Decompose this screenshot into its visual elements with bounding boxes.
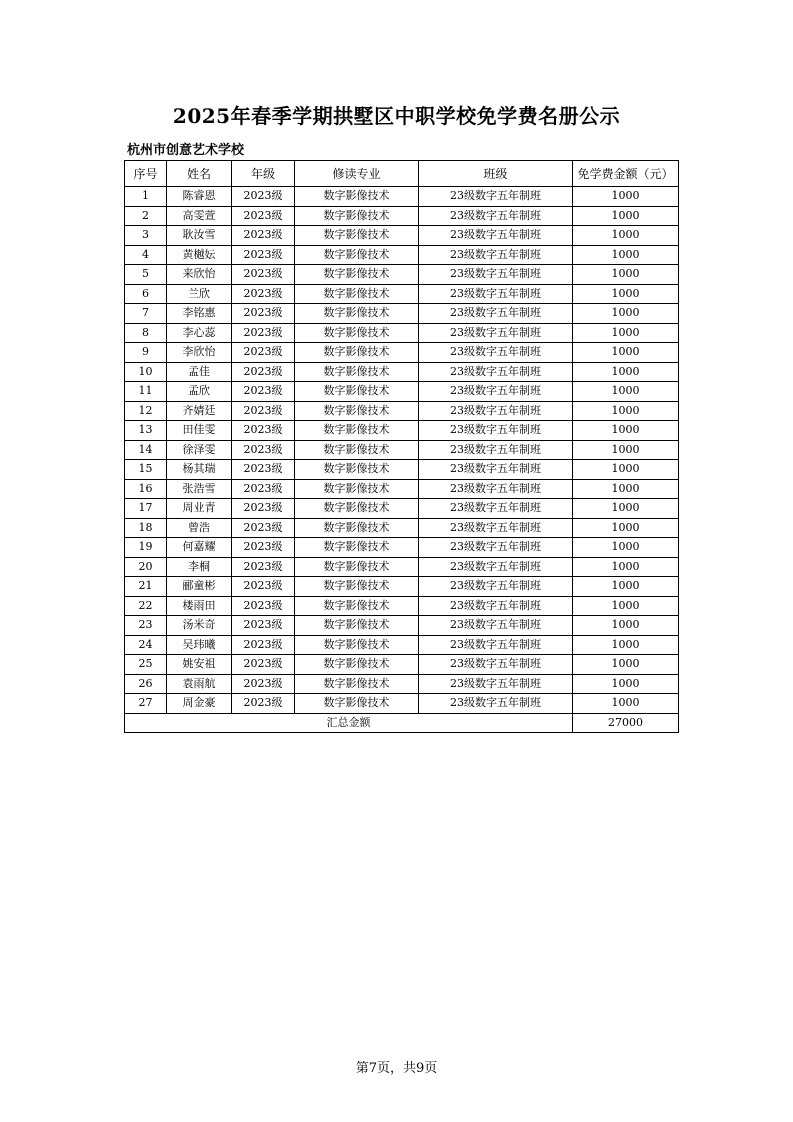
total-label: 汇总金额 [125, 713, 573, 733]
student-name-cell: 袁雨航 [167, 674, 232, 694]
waiver-amount-cell: 1000 [573, 401, 679, 421]
grade-cell: 2023级 [232, 635, 295, 655]
table-row [125, 616, 679, 636]
grade-cell: 2023级 [232, 265, 295, 285]
student-name-cell: 郦童彬 [167, 577, 232, 597]
class-name-cell: 23级数字五年制班 [419, 382, 573, 402]
table-row [125, 694, 679, 714]
class-name-cell: 23级数字五年制班 [419, 362, 573, 382]
major-cell: 数字影像技术 [295, 362, 419, 382]
class-name-cell: 23级数字五年制班 [419, 226, 573, 246]
student-name-cell: 吴玮曦 [167, 635, 232, 655]
table-row [125, 479, 679, 499]
row-index-cell: 14 [125, 440, 167, 460]
student-name-cell: 齐婧廷 [167, 401, 232, 421]
student-name-cell: 楼雨田 [167, 596, 232, 616]
waiver-amount-cell: 1000 [573, 694, 679, 714]
header-class: 班级 [419, 161, 573, 187]
row-index-cell: 19 [125, 538, 167, 558]
waiver-amount-cell: 1000 [573, 479, 679, 499]
table-row [125, 226, 679, 246]
row-index-cell: 27 [125, 694, 167, 714]
student-name-cell: 张浩雪 [167, 479, 232, 499]
student-name-cell: 汤米奇 [167, 616, 232, 636]
waiver-amount-cell: 1000 [573, 284, 679, 304]
school-name: 杭州市创意艺术学校 [127, 143, 245, 158]
student-name-cell: 兰欣 [167, 284, 232, 304]
grade-cell: 2023级 [232, 460, 295, 480]
major-cell: 数字影像技术 [295, 616, 419, 636]
waiver-amount-cell: 1000 [573, 635, 679, 655]
class-name-cell: 23级数字五年制班 [419, 616, 573, 636]
class-name-cell: 23级数字五年制班 [419, 674, 573, 694]
table-row [125, 304, 679, 324]
major-cell: 数字影像技术 [295, 401, 419, 421]
grade-cell: 2023级 [232, 284, 295, 304]
student-name-cell: 周业青 [167, 499, 232, 519]
row-index-cell: 7 [125, 304, 167, 324]
tuition-waiver-table [124, 160, 679, 733]
grade-cell: 2023级 [232, 304, 295, 324]
table-row [125, 460, 679, 480]
major-cell: 数字影像技术 [295, 206, 419, 226]
grade-cell: 2023级 [232, 401, 295, 421]
class-name-cell: 23级数字五年制班 [419, 596, 573, 616]
grade-cell: 2023级 [232, 596, 295, 616]
waiver-amount-cell: 1000 [573, 343, 679, 363]
grade-cell: 2023级 [232, 616, 295, 636]
class-name-cell: 23级数字五年制班 [419, 557, 573, 577]
table-body [125, 187, 679, 714]
grade-cell: 2023级 [232, 499, 295, 519]
waiver-amount-cell: 1000 [573, 304, 679, 324]
table-header-row [125, 161, 679, 187]
row-index-cell: 18 [125, 518, 167, 538]
major-cell: 数字影像技术 [295, 557, 419, 577]
class-name-cell: 23级数字五年制班 [419, 421, 573, 441]
waiver-amount-cell: 1000 [573, 616, 679, 636]
row-index-cell: 10 [125, 362, 167, 382]
row-index-cell: 16 [125, 479, 167, 499]
grade-cell: 2023级 [232, 206, 295, 226]
table-row [125, 499, 679, 519]
table-row [125, 401, 679, 421]
student-name-cell: 耿汝雪 [167, 226, 232, 246]
major-cell: 数字影像技术 [295, 635, 419, 655]
page-number: 第7页，共9页 [355, 1061, 438, 1076]
major-cell: 数字影像技术 [295, 382, 419, 402]
table-row [125, 518, 679, 538]
waiver-amount-cell: 1000 [573, 674, 679, 694]
table-row [125, 538, 679, 558]
grade-cell: 2023级 [232, 518, 295, 538]
grade-cell: 2023级 [232, 479, 295, 499]
waiver-amount-cell: 1000 [573, 382, 679, 402]
major-cell: 数字影像技术 [295, 538, 419, 558]
student-name-cell: 周金豪 [167, 694, 232, 714]
student-name-cell: 何嘉耀 [167, 538, 232, 558]
class-name-cell: 23级数字五年制班 [419, 206, 573, 226]
class-name-cell: 23级数字五年制班 [419, 479, 573, 499]
student-name-cell: 杨其瑞 [167, 460, 232, 480]
grade-cell: 2023级 [232, 440, 295, 460]
student-name-cell: 李欣怡 [167, 343, 232, 363]
row-index-cell: 25 [125, 655, 167, 675]
major-cell: 数字影像技术 [295, 518, 419, 538]
row-index-cell: 11 [125, 382, 167, 402]
major-cell: 数字影像技术 [295, 226, 419, 246]
row-index-cell: 13 [125, 421, 167, 441]
waiver-amount-cell: 1000 [573, 206, 679, 226]
waiver-amount-cell: 1000 [573, 421, 679, 441]
waiver-amount-cell: 1000 [573, 323, 679, 343]
row-index-cell: 12 [125, 401, 167, 421]
table-row [125, 323, 679, 343]
class-name-cell: 23级数字五年制班 [419, 460, 573, 480]
grade-cell: 2023级 [232, 694, 295, 714]
major-cell: 数字影像技术 [295, 323, 419, 343]
class-name-cell: 23级数字五年制班 [419, 304, 573, 324]
header-major: 修读专业 [295, 161, 419, 187]
waiver-amount-cell: 1000 [573, 499, 679, 519]
class-name-cell: 23级数字五年制班 [419, 343, 573, 363]
major-cell: 数字影像技术 [295, 421, 419, 441]
grade-cell: 2023级 [232, 557, 295, 577]
document-title: 2025年春季学期拱墅区中职学校免学费名册公示 [172, 104, 621, 128]
grade-cell: 2023级 [232, 421, 295, 441]
class-name-cell: 23级数字五年制班 [419, 655, 573, 675]
table-row [125, 265, 679, 285]
row-index-cell: 4 [125, 245, 167, 265]
student-name-cell: 徐泽雯 [167, 440, 232, 460]
row-index-cell: 21 [125, 577, 167, 597]
student-name-cell: 田佳雯 [167, 421, 232, 441]
table-row [125, 596, 679, 616]
row-index-cell: 23 [125, 616, 167, 636]
waiver-amount-cell: 1000 [573, 187, 679, 207]
waiver-amount-cell: 1000 [573, 596, 679, 616]
major-cell: 数字影像技术 [295, 499, 419, 519]
grade-cell: 2023级 [232, 577, 295, 597]
total-value: 27000 [573, 713, 679, 733]
major-cell: 数字影像技术 [295, 694, 419, 714]
student-name-cell: 陈睿恩 [167, 187, 232, 207]
header-amount: 免学费金额（元） [573, 161, 679, 187]
row-index-cell: 3 [125, 226, 167, 246]
table-row [125, 635, 679, 655]
grade-cell: 2023级 [232, 538, 295, 558]
row-index-cell: 6 [125, 284, 167, 304]
table-row [125, 187, 679, 207]
major-cell: 数字影像技术 [295, 577, 419, 597]
student-name-cell: 孟欣 [167, 382, 232, 402]
student-name-cell: 李铭惠 [167, 304, 232, 324]
table-row [125, 440, 679, 460]
grade-cell: 2023级 [232, 655, 295, 675]
row-index-cell: 2 [125, 206, 167, 226]
row-index-cell: 9 [125, 343, 167, 363]
major-cell: 数字影像技术 [295, 304, 419, 324]
grade-cell: 2023级 [232, 323, 295, 343]
header-grade: 年级 [232, 161, 295, 187]
major-cell: 数字影像技术 [295, 440, 419, 460]
table-row [125, 362, 679, 382]
table-row [125, 245, 679, 265]
student-name-cell: 孟佳 [167, 362, 232, 382]
class-name-cell: 23级数字五年制班 [419, 245, 573, 265]
student-name-cell: 曾浩 [167, 518, 232, 538]
class-name-cell: 23级数字五年制班 [419, 187, 573, 207]
major-cell: 数字影像技术 [295, 343, 419, 363]
class-name-cell: 23级数字五年制班 [419, 265, 573, 285]
waiver-amount-cell: 1000 [573, 440, 679, 460]
waiver-amount-cell: 1000 [573, 265, 679, 285]
table-row [125, 655, 679, 675]
class-name-cell: 23级数字五年制班 [419, 284, 573, 304]
table-row [125, 674, 679, 694]
major-cell: 数字影像技术 [295, 655, 419, 675]
student-name-cell: 来欣怡 [167, 265, 232, 285]
waiver-amount-cell: 1000 [573, 557, 679, 577]
row-index-cell: 5 [125, 265, 167, 285]
major-cell: 数字影像技术 [295, 479, 419, 499]
table-row [125, 557, 679, 577]
waiver-amount-cell: 1000 [573, 538, 679, 558]
header-name: 姓名 [167, 161, 232, 187]
row-index-cell: 17 [125, 499, 167, 519]
waiver-amount-cell: 1000 [573, 226, 679, 246]
row-index-cell: 8 [125, 323, 167, 343]
waiver-amount-cell: 1000 [573, 655, 679, 675]
major-cell: 数字影像技术 [295, 460, 419, 480]
total-row [125, 713, 679, 733]
grade-cell: 2023级 [232, 362, 295, 382]
class-name-cell: 23级数字五年制班 [419, 694, 573, 714]
waiver-amount-cell: 1000 [573, 460, 679, 480]
table-row [125, 421, 679, 441]
class-name-cell: 23级数字五年制班 [419, 323, 573, 343]
major-cell: 数字影像技术 [295, 245, 419, 265]
class-name-cell: 23级数字五年制班 [419, 518, 573, 538]
grade-cell: 2023级 [232, 343, 295, 363]
student-name-cell: 高雯萱 [167, 206, 232, 226]
row-index-cell: 26 [125, 674, 167, 694]
class-name-cell: 23级数字五年制班 [419, 635, 573, 655]
major-cell: 数字影像技术 [295, 596, 419, 616]
grade-cell: 2023级 [232, 674, 295, 694]
row-index-cell: 24 [125, 635, 167, 655]
row-index-cell: 15 [125, 460, 167, 480]
header-index: 序号 [125, 161, 167, 187]
class-name-cell: 23级数字五年制班 [419, 440, 573, 460]
row-index-cell: 20 [125, 557, 167, 577]
table-row [125, 284, 679, 304]
student-name-cell: 姚安祖 [167, 655, 232, 675]
major-cell: 数字影像技术 [295, 674, 419, 694]
major-cell: 数字影像技术 [295, 284, 419, 304]
class-name-cell: 23级数字五年制班 [419, 401, 573, 421]
student-name-cell: 李桐 [167, 557, 232, 577]
grade-cell: 2023级 [232, 382, 295, 402]
waiver-amount-cell: 1000 [573, 362, 679, 382]
row-index-cell: 1 [125, 187, 167, 207]
major-cell: 数字影像技术 [295, 187, 419, 207]
waiver-amount-cell: 1000 [573, 245, 679, 265]
major-cell: 数字影像技术 [295, 265, 419, 285]
student-name-cell: 黄樾妘 [167, 245, 232, 265]
table-row [125, 206, 679, 226]
student-name-cell: 李心蕊 [167, 323, 232, 343]
class-name-cell: 23级数字五年制班 [419, 577, 573, 597]
table-row [125, 577, 679, 597]
class-name-cell: 23级数字五年制班 [419, 538, 573, 558]
waiver-amount-cell: 1000 [573, 577, 679, 597]
grade-cell: 2023级 [232, 187, 295, 207]
row-index-cell: 22 [125, 596, 167, 616]
class-name-cell: 23级数字五年制班 [419, 499, 573, 519]
table-row [125, 343, 679, 363]
waiver-amount-cell: 1000 [573, 518, 679, 538]
grade-cell: 2023级 [232, 245, 295, 265]
grade-cell: 2023级 [232, 226, 295, 246]
table-row [125, 382, 679, 402]
